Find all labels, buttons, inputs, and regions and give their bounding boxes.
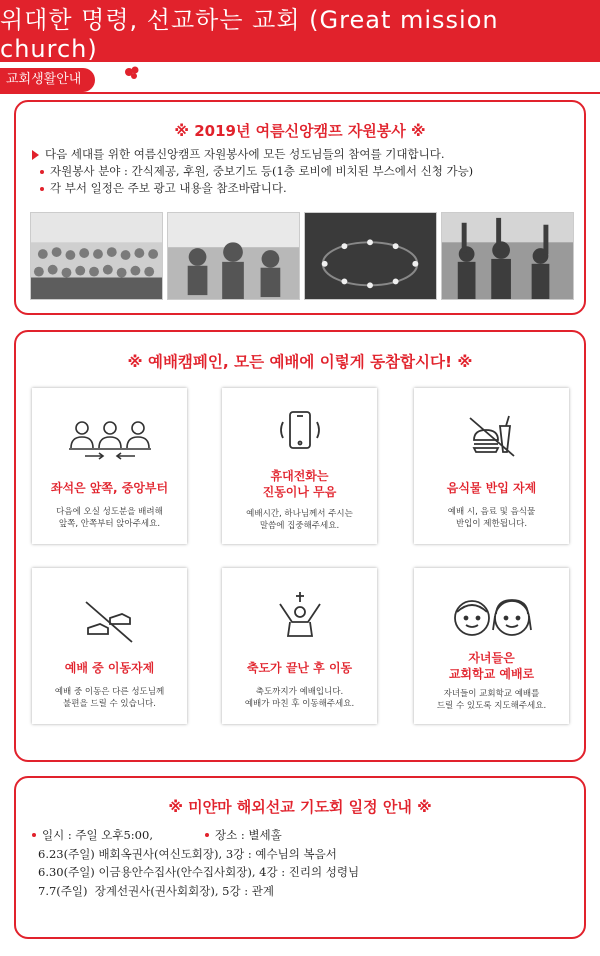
- card-title: 좌석은 앞쪽, 중앙부터: [50, 481, 169, 495]
- page-header: [0, 0, 600, 62]
- camp-title: ※ 2019년 여름신앙캠프 자원봉사 ※: [174, 122, 426, 140]
- prayer-time-place: 일시 : 주일 오후5:00, 장소 : 별세홀: [32, 826, 359, 845]
- photo-candle-circle: [304, 212, 437, 300]
- card-desc: 다음에 오실 성도분을 배려해 앞쪽, 안쪽부터 앉아주세요.: [56, 507, 163, 529]
- photo-kids-praying: [167, 212, 300, 300]
- campaign-title: ※ 예배캠페인, 모든 예배에 이렇게 동참합시다! ※: [127, 353, 473, 371]
- card-title: 축도가 끝난 후 이동: [246, 661, 353, 675]
- section-divider: [0, 92, 600, 94]
- section-tag: 교회생활안내: [0, 68, 95, 92]
- no-food-icon: [462, 410, 522, 466]
- card-title: 휴대전화는 진동이나 무음: [262, 469, 337, 499]
- prayer-section: [14, 776, 586, 939]
- card-desc: 예배시간, 하나님께서 주시는 말씀에 집중해주세요.: [246, 509, 353, 531]
- campaign-card-children: [414, 568, 569, 724]
- bullet-icon: [32, 833, 36, 837]
- bullet-icon: [40, 187, 44, 191]
- card-title: 예배 중 이동자제: [64, 661, 155, 675]
- campaign-section: [14, 330, 586, 762]
- no-walking-icon: [80, 594, 140, 650]
- bullet-icon: [205, 833, 209, 837]
- flower-icon: [122, 64, 144, 82]
- campaign-card-phone: [222, 388, 377, 544]
- camp-intro: 다음 세대를 위한 여름신앙캠프 자원봉사에 모든 성도님들의 참여를 기대합니다.: [32, 146, 473, 163]
- prayer-schedule: [32, 826, 359, 900]
- campaign-card-moving: [32, 568, 187, 724]
- praying-person-icon: [270, 590, 330, 646]
- list-item: 6.30(주일) 이금용안수집사(안수집사회장), 4강 : 진리의 성령님: [38, 865, 360, 879]
- card-desc: 축도까지가 예배입니다. 예배가 마친 후 이동해주세요.: [244, 687, 355, 709]
- camp-section: [14, 100, 586, 315]
- card-desc: 예배 시, 음료 및 음식물 반입이 제한됩니다.: [447, 507, 536, 529]
- list-item: 6.23(주일) 배회옥권사(여신도회장), 3강 : 예수님의 복음서: [38, 846, 337, 861]
- list-item: 자원봉사 분야 : 간식제공, 후원, 중보기도 등(1층 로비에 비치된 부스에서 신청 가능): [32, 163, 473, 180]
- prayer-title: ※ 미얀마 해외선교 기도회 일정 안내 ※: [168, 798, 432, 816]
- camp-info-list: [32, 146, 473, 197]
- children-faces-icon: [447, 594, 537, 642]
- list-item: 각 부서 일정은 주보 광고 내용을 참조바랍니다.: [32, 180, 473, 197]
- list-item: 7.7(주일) 장계선권사(권사회회장), 5강 : 관계: [38, 883, 274, 898]
- card-desc: 자녀들이 교회학교 예배를 드릴 수 있도록 지도해주세요.: [436, 689, 547, 711]
- card-title: 자녀들은 교회학교 예배로: [448, 651, 535, 681]
- camp-photos: [30, 212, 574, 300]
- campaign-card-food: [414, 388, 569, 544]
- card-title: 음식물 반입 자제: [446, 481, 537, 495]
- campaign-card-seating: [32, 388, 187, 544]
- page-title: 위대한 명령, 선교하는 교회 (Great mission church): [0, 5, 499, 63]
- bullet-icon: [40, 170, 44, 174]
- phone-vibrate-icon: [270, 408, 330, 464]
- photo-worship-hands: [441, 212, 574, 300]
- campaign-card-benediction: [222, 568, 377, 724]
- card-desc: 예배 중 이동은 다른 성도님께 불편을 드릴 수 있습니다.: [54, 687, 165, 709]
- photo-group-children: [30, 212, 163, 300]
- people-seating-icon: [65, 418, 155, 464]
- triangle-bullet-icon: [32, 150, 39, 160]
